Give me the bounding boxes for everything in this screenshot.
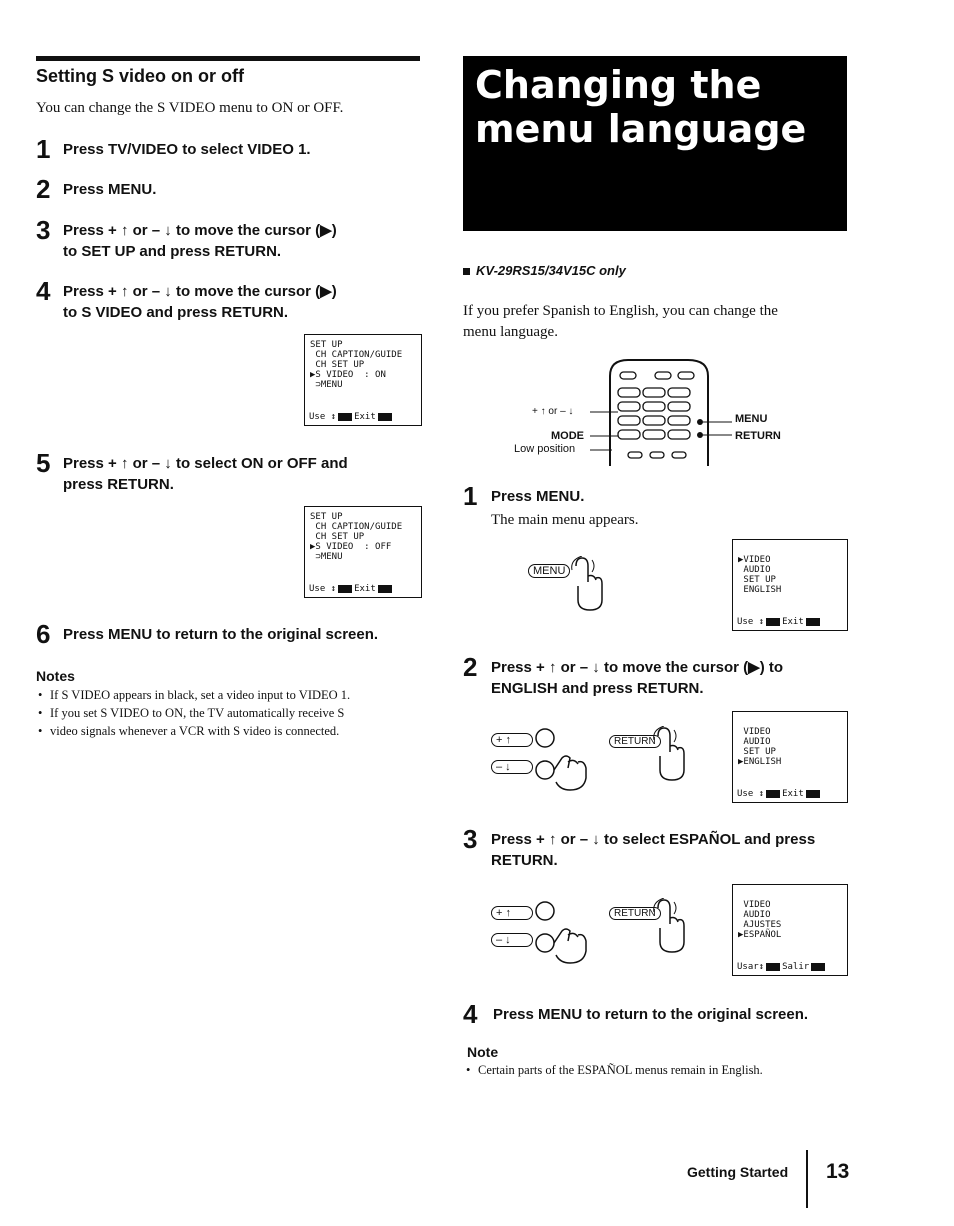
notes-list <box>464 1061 763 1079</box>
step-text: Press MENU. <box>63 181 157 198</box>
step-text: Press MENU to return to the original screen. <box>493 1006 809 1023</box>
chapter-title-line1: Changing the <box>475 63 762 107</box>
step-text: RETURN. <box>491 852 558 869</box>
step-text: Press + ↑ or – ↓ to move the cursor (▶) to <box>491 659 784 676</box>
step-number: 5 <box>36 448 51 478</box>
remote-label-low-position: Low position <box>514 443 576 455</box>
hand-pointer-icon <box>652 726 688 787</box>
screen-lines: ▶VIDEO AUDIO SET UP ENGLISH <box>738 555 782 595</box>
return-button: RETURN <box>609 735 661 748</box>
step-number: 1 <box>463 481 478 511</box>
remote-label-mode: MODE <box>551 430 584 442</box>
intro-text: menu language. <box>463 324 558 340</box>
tv-menu-screen <box>304 506 422 598</box>
intro-text: If you prefer Spanish to English, you can change the <box>463 303 778 319</box>
menu-button: MENU <box>528 564 570 578</box>
step-text: Press + ↑ or – ↓ to select ON or OFF and <box>63 455 348 472</box>
note-item: • If S VIDEO appears in black, set a video input to VIDEO 1. <box>36 686 350 704</box>
screen-footer: Use ↕ Exit <box>309 412 394 422</box>
menu-key-icon <box>378 585 392 593</box>
return-key-icon <box>766 963 780 971</box>
step-text: to S VIDEO and press RETURN. <box>63 304 289 321</box>
menu-key-icon <box>378 413 392 421</box>
page-number: 13 <box>826 1160 850 1183</box>
section-footer-label: Getting Started <box>687 1164 789 1180</box>
step-subtext: The main menu appears. <box>491 512 639 528</box>
menu-key-icon <box>811 963 825 971</box>
note-heading: Note <box>467 1044 499 1060</box>
note-item: • If you set S VIDEO to ON, the TV automatically receive S <box>36 704 350 722</box>
menu-key-icon <box>806 618 820 626</box>
footer-divider <box>806 1150 808 1208</box>
step-text: Press + ↑ or – ↓ to select ESPAÑOL and press <box>491 831 816 848</box>
note-item: • Certain parts of the ESPAÑOL menus remain in English. <box>464 1061 763 1079</box>
notes-list <box>36 686 350 740</box>
step-number: 2 <box>36 174 51 204</box>
step-text: Press MENU to return to the original screen. <box>63 626 379 643</box>
hand-pointer-icon <box>528 901 598 970</box>
section-heading: Setting S video on or off <box>36 66 244 86</box>
hand-pointer-icon <box>652 898 688 959</box>
screen-lines: SET UP CH CAPTION/GUIDE CH SET UP ▶S VIDEO : ON ⊃MENU <box>310 340 403 390</box>
step-text: Press MENU. <box>491 488 585 505</box>
screen-footer: Use ↕ Exit <box>737 617 822 627</box>
step-number: 1 <box>36 134 51 164</box>
hand-pointer-icon <box>570 556 606 617</box>
tv-menu-screen <box>732 711 848 803</box>
tv-menu-screen <box>732 884 848 976</box>
step-number: 3 <box>36 215 51 245</box>
screen-footer: Usar↕ Salir <box>737 962 827 972</box>
return-key-icon <box>338 585 352 593</box>
step-text: to SET UP and press RETURN. <box>63 243 282 260</box>
step-number: 6 <box>36 619 51 649</box>
return-key-icon <box>338 413 352 421</box>
plus-up-button: + ↑ <box>491 733 533 747</box>
step-text: press RETURN. <box>63 476 174 493</box>
square-bullet-icon <box>463 268 470 275</box>
tv-menu-screen <box>732 539 848 631</box>
step-number: 4 <box>36 276 51 306</box>
section-rule <box>36 56 420 61</box>
hand-pointer-icon <box>528 728 598 797</box>
minus-down-button: – ↓ <box>491 933 533 947</box>
chapter-title-box <box>463 56 847 231</box>
model-note: KV-29RS15/34V15C only <box>463 263 626 278</box>
screen-footer: Use ↕ Exit <box>309 584 394 594</box>
screen-footer: Use ↕ Exit <box>737 789 822 799</box>
plus-up-button: + ↑ <box>491 906 533 920</box>
tv-menu-screen <box>304 334 422 426</box>
screen-lines: SET UP CH CAPTION/GUIDE CH SET UP ▶S VIDEO : OFF ⊃MENU <box>310 512 403 562</box>
remote-label-return: RETURN <box>735 430 781 442</box>
intro-text: You can change the S VIDEO menu to ON or OFF. <box>36 100 344 116</box>
remote-label-plusminus: + ↑ or – ↓ <box>532 406 574 417</box>
step-text: Press + ↑ or – ↓ to move the cursor (▶) <box>63 283 337 300</box>
step-text: ENGLISH and press RETURN. <box>491 680 704 697</box>
step-number: 4 <box>463 999 478 1029</box>
chapter-title-line2: menu language <box>475 107 807 151</box>
note-item-continued: • video signals whenever a VCR with S video is connected. <box>36 722 350 740</box>
step-number: 2 <box>463 652 478 682</box>
return-key-icon <box>766 790 780 798</box>
notes-heading: Notes <box>36 668 75 684</box>
step-text: Press + ↑ or – ↓ to move the cursor (▶) <box>63 222 337 239</box>
step-text: Press TV/VIDEO to select VIDEO 1. <box>63 141 311 158</box>
menu-key-icon <box>806 790 820 798</box>
step-number: 3 <box>463 824 478 854</box>
return-button: RETURN <box>609 907 661 920</box>
screen-lines: VIDEO AUDIO AJUSTES ▶ESPAÑOL <box>738 900 782 940</box>
minus-down-button: – ↓ <box>491 760 533 774</box>
screen-lines: VIDEO AUDIO SET UP ▶ENGLISH <box>738 727 782 767</box>
remote-label-menu: MENU <box>735 413 768 425</box>
return-key-icon <box>766 618 780 626</box>
